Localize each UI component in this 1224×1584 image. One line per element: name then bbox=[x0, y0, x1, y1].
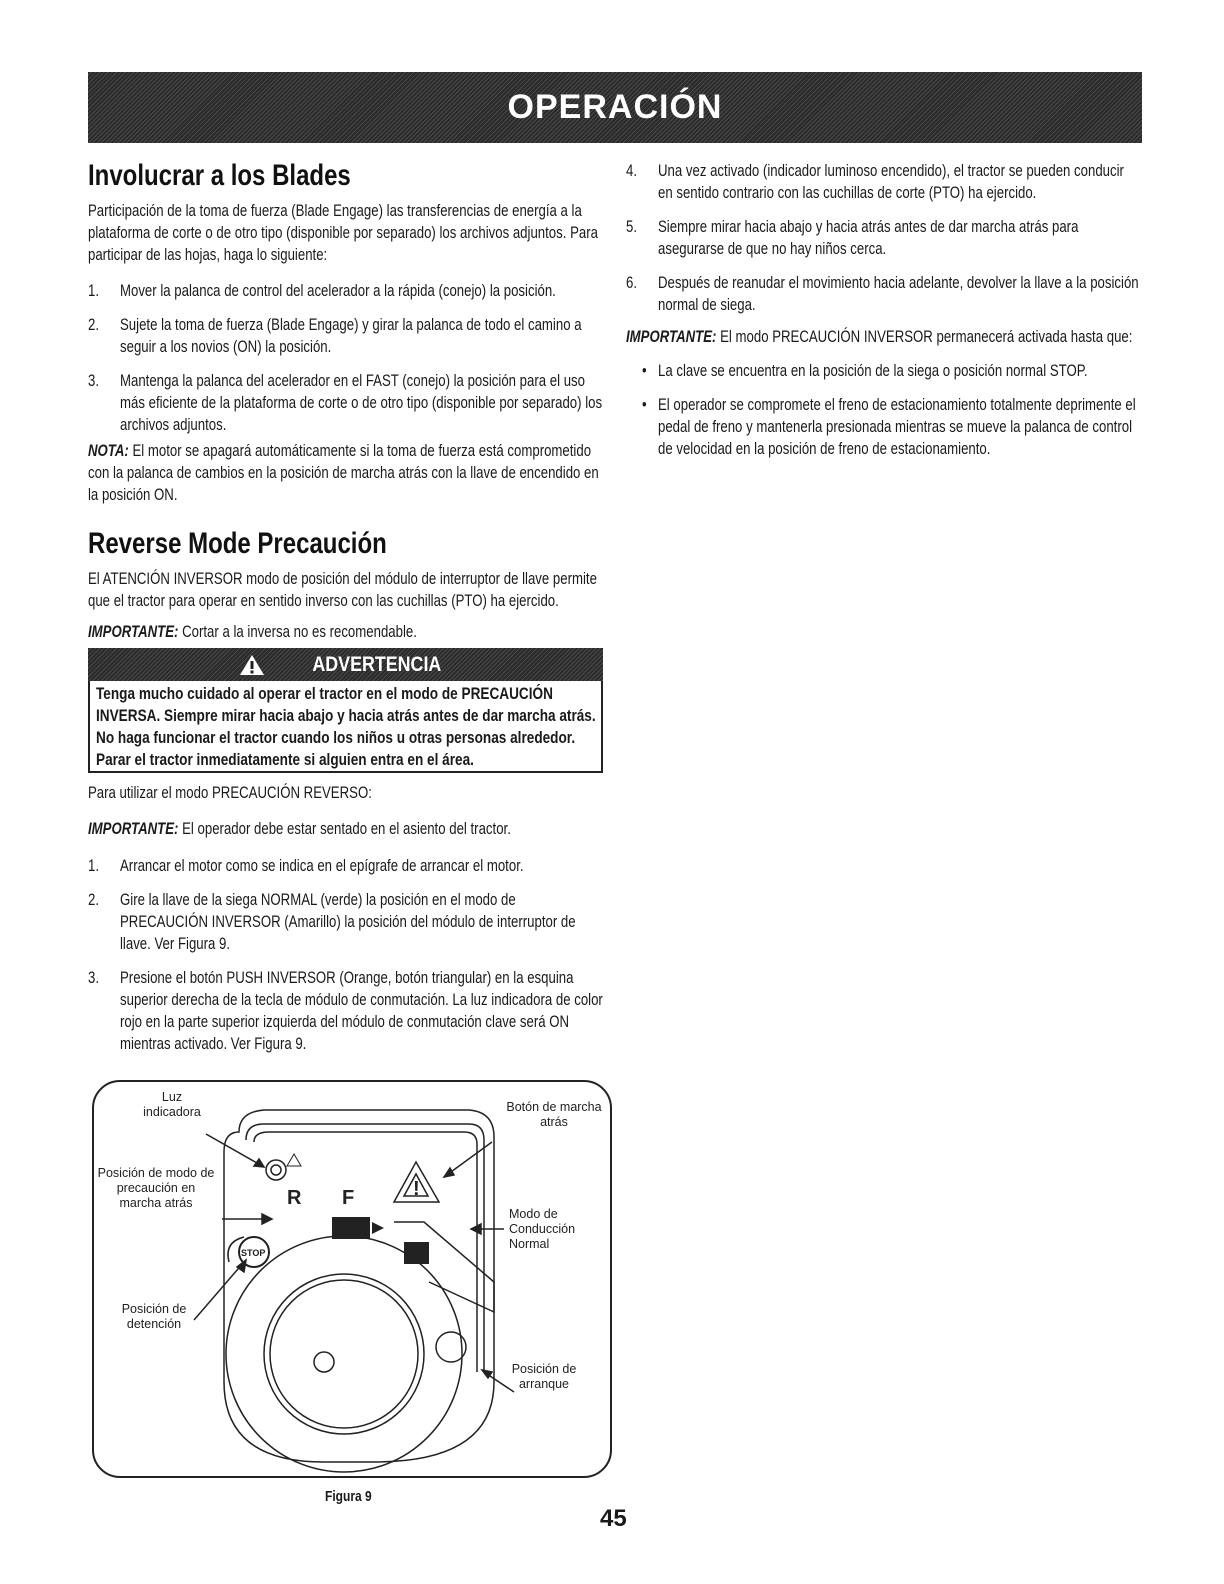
svg-text:!: ! bbox=[413, 1178, 420, 1200]
blades-heading-block bbox=[88, 160, 603, 192]
label-indicator-light: Luz indicadora bbox=[143, 1090, 201, 1119]
key-switch-diagram bbox=[94, 1082, 610, 1476]
label-normal-mode: Modo de Conducción Normal bbox=[509, 1207, 576, 1251]
list-item: 5. Siempre mirar hacia abajo y hacia atrás antes de dar marcha atrás para asegurarse de que no hay niños cerca. bbox=[626, 218, 1079, 258]
tractor-icon bbox=[332, 1217, 370, 1239]
list-item: 2. Gire la llave de la siega NORMAL (verde) la posición en el modo de PRECAUCIÓN INVERSOR (Amarillo) la posición del módulo de interruptor de llave. Ver Figura 9. bbox=[88, 891, 576, 953]
blades-steps bbox=[88, 280, 603, 436]
page-number: 45 bbox=[600, 1505, 627, 1532]
r-label: R bbox=[287, 1187, 302, 1209]
list-item: 6. Después de reanudar el movimiento hacia adelante, devolver la llave a la posición normal de siega. bbox=[626, 274, 1139, 314]
list-item: 1. Arrancar el motor como se indica en el epígrafe de arrancar el motor. bbox=[88, 857, 524, 875]
use-text: Para utilizar el modo PRECAUCIÓN REVERSO: bbox=[88, 784, 372, 802]
warning-triangle-icon bbox=[239, 654, 265, 676]
reverse-heading-block bbox=[88, 528, 603, 560]
label-start-position: Posición de arranque bbox=[511, 1362, 577, 1391]
warning-body: Tenga mucho cuidado al operar el tractor en el modo de PRECAUCIÓN INVERSA. Siempre mirar hacia abajo y hacia atrás antes de dar marcha atrás. No haga funcionar el tractor cuando los niños u otras personas alrededor. Parar el tractor inmediatamente si alguien entra en el área. bbox=[88, 681, 603, 773]
label-reverse-mode-position: Posición de modo de precaución en marcha atrás bbox=[97, 1166, 215, 1210]
reverse-bullets bbox=[626, 360, 1141, 460]
list-item: 1. Mover la palanca de control del acelerador a la rápida (conejo) la posición. bbox=[88, 282, 556, 300]
reverse-heading: Reverse Mode Precaución bbox=[88, 527, 387, 560]
list-item: 3. Mantenga la palanca del acelerador en el FAST (conejo) la posición para el uso más eficiente de la plataforma de corte o de otro tipo (disponible por separado) los archivos adjuntos. bbox=[88, 372, 603, 434]
reverse-important-3: IMPORTANTE: El modo PRECAUCIÓN INVERSOR permanecerá activada hasta que: bbox=[626, 328, 1133, 346]
reverse-important-2: IMPORTANTE: El operador debe estar sentado en el asiento del tractor. bbox=[88, 820, 511, 838]
section-title: OPERACIÓN bbox=[507, 88, 723, 126]
key-dial bbox=[226, 1236, 462, 1472]
normal-mode-tractor-icon bbox=[404, 1242, 429, 1264]
bullet-item: • La clave se encuentra en la posición de la siega o posición normal STOP. bbox=[642, 362, 1088, 380]
alert-icon bbox=[287, 1154, 301, 1166]
warning-header bbox=[88, 648, 603, 681]
reverse-intro: El ATENCIÓN INVERSOR modo de posición del módulo de interruptor de llave permite que el tractor para operar en sentido inverso con las cuchillas (PTO) ha ejercido. bbox=[88, 570, 597, 610]
section-header bbox=[88, 72, 1142, 143]
list-item: 4. Una vez activado (indicador luminoso encendido), el tractor se pueden conducir en sentido contrario con las cuchillas de corte (PTO) ha ejercido. bbox=[626, 162, 1124, 202]
label-reverse-button: Botón de marcha atrás bbox=[506, 1100, 602, 1129]
blades-heading: Involucrar a los Blades bbox=[88, 159, 351, 192]
f-label: F bbox=[342, 1187, 355, 1209]
warning-box bbox=[88, 648, 603, 775]
label-stop-position: Posición de detención bbox=[121, 1302, 187, 1331]
reverse-steps-right bbox=[626, 160, 1141, 316]
list-item: 3. Presione el botón PUSH INVERSOR (Orange, botón triangular) en la esquina superior derecha de la tecla de módulo de conmutación. La luz indicadora de color rojo en la parte superior izquierda del módulo de conmutación clave será ON mientras activado. Ver Figura 9. bbox=[88, 969, 603, 1053]
svg-text:STOP: STOP bbox=[241, 1248, 266, 1258]
list-item: 2. Sujete la toma de fuerza (Blade Engage) y girar la palanca de todo el camino a seguir a los novios (ON) la posición. bbox=[88, 316, 582, 356]
figure-9-key-switch-module bbox=[92, 1080, 612, 1478]
figure-caption: Figura 9 bbox=[325, 1488, 372, 1505]
reverse-important-1: IMPORTANTE: Cortar a la inversa no es recomendable. bbox=[88, 623, 417, 641]
bullet-item: • El operador se compromete el freno de estacionamiento totalmente deprimente el pedal de freno y mantenerla presionada mientras se mueve la palanca de control de velocidad en la posición de freno de estacionamiento. bbox=[642, 396, 1136, 458]
warning-title: ADVERTENCIA bbox=[312, 652, 441, 676]
reverse-steps-left bbox=[88, 855, 603, 1055]
blades-note: NOTA: El motor se apagará automáticamente si la toma de fuerza está comprometido con la palanca de cambios en la posición de marcha atrás con la llave de encendido en la posición ON. bbox=[88, 442, 599, 504]
panel-outline bbox=[224, 1110, 494, 1462]
blades-intro: Participación de la toma de fuerza (Blade Engage) las transferencias de energía a la plataforma de corte o de otro tipo (disponible por separado) los archivos adjuntos. Para participar de las hojas, haga lo siguiente: bbox=[88, 202, 598, 264]
